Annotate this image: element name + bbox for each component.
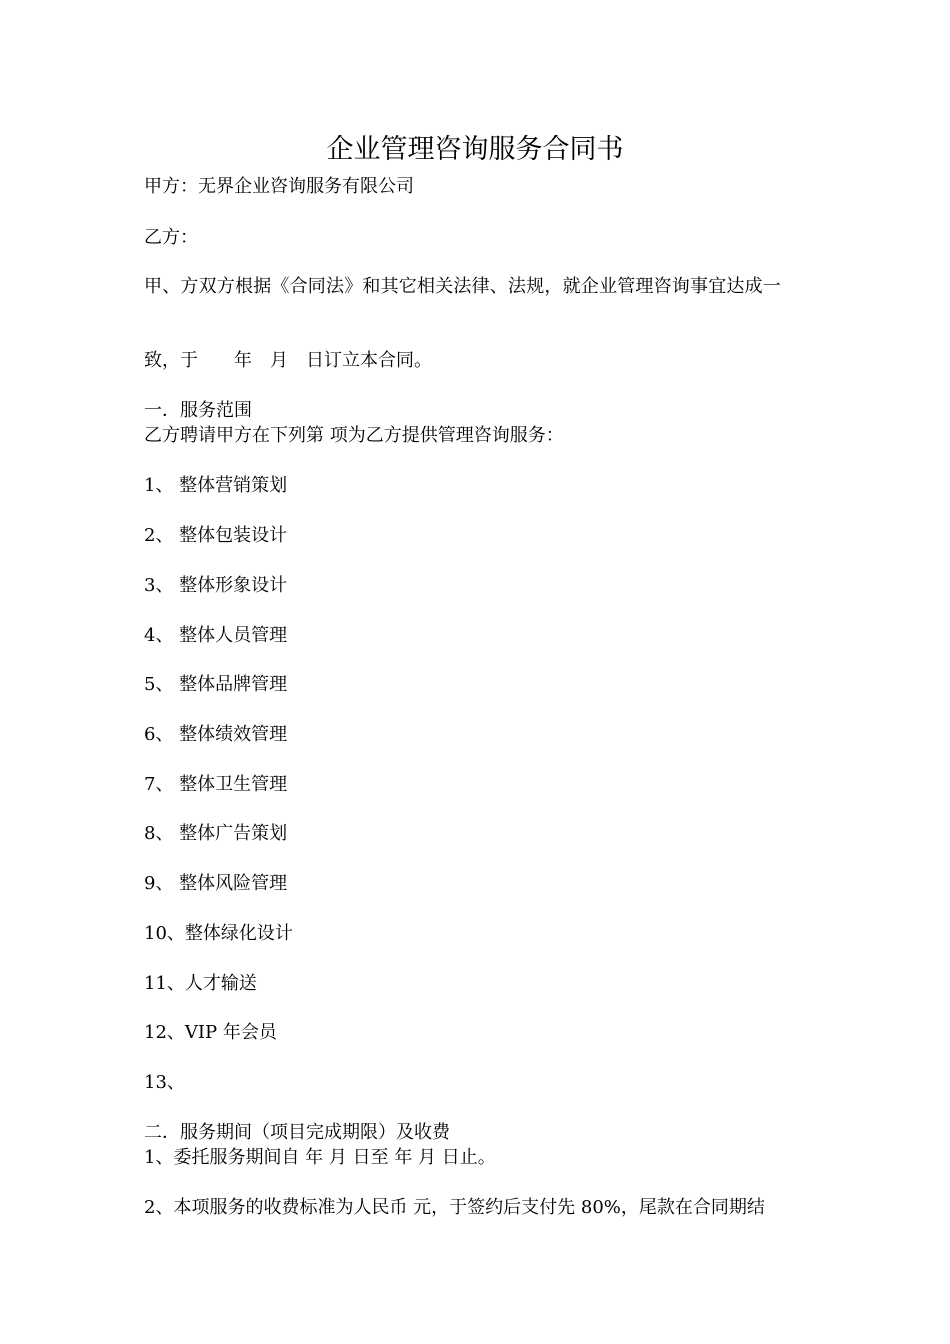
section-1-intro: 乙方聘请甲方在下列第 项为乙方提供管理咨询服务：	[144, 425, 564, 446]
service-item: 4、 整体人员管理	[144, 625, 288, 646]
service-item: 5、 整体品牌管理	[144, 674, 288, 695]
section-2-clause-2: 2、本项服务的收费标准为人民币 元，于签约后支付先 80%，尾款在合同期结	[144, 1197, 765, 1218]
service-item: 13、	[144, 1072, 185, 1093]
preamble-paragraph: 甲、方双方根据《合同法》和其它相关法律、法规，就企业管理咨询事宜达成一	[144, 276, 781, 297]
service-item: 3、 整体形象设计	[144, 575, 288, 596]
party-b-line: 乙方：	[144, 227, 198, 248]
service-item: 12、VIP 年会员	[144, 1022, 277, 1043]
service-item: 6、 整体绩效管理	[144, 724, 288, 745]
document-title: 企业管理咨询服务合同书	[326, 134, 624, 165]
service-item: 2、 整体包装设计	[144, 525, 288, 546]
service-item: 7、 整体卫生管理	[144, 774, 288, 795]
section-2-clause-1: 1、委托服务期间自 年 月 日至 年 月 日止。	[144, 1147, 496, 1168]
service-item: 10、整体绿化设计	[144, 923, 293, 944]
service-item: 11、人才输送	[144, 973, 257, 994]
party-a-line: 甲方：无界企业咨询服务有限公司	[144, 176, 414, 197]
service-item: 9、 整体风险管理	[144, 873, 288, 894]
section-2-heading: 二．服务期间（项目完成期限）及收费	[144, 1122, 450, 1143]
service-item: 1、 整体营销策划	[144, 475, 288, 496]
preamble-date-line: 致，于 年 月 日订立本合同。	[144, 350, 432, 371]
service-item: 8、 整体广告策划	[144, 823, 288, 844]
section-1-heading: 一．服务范围	[144, 400, 252, 421]
